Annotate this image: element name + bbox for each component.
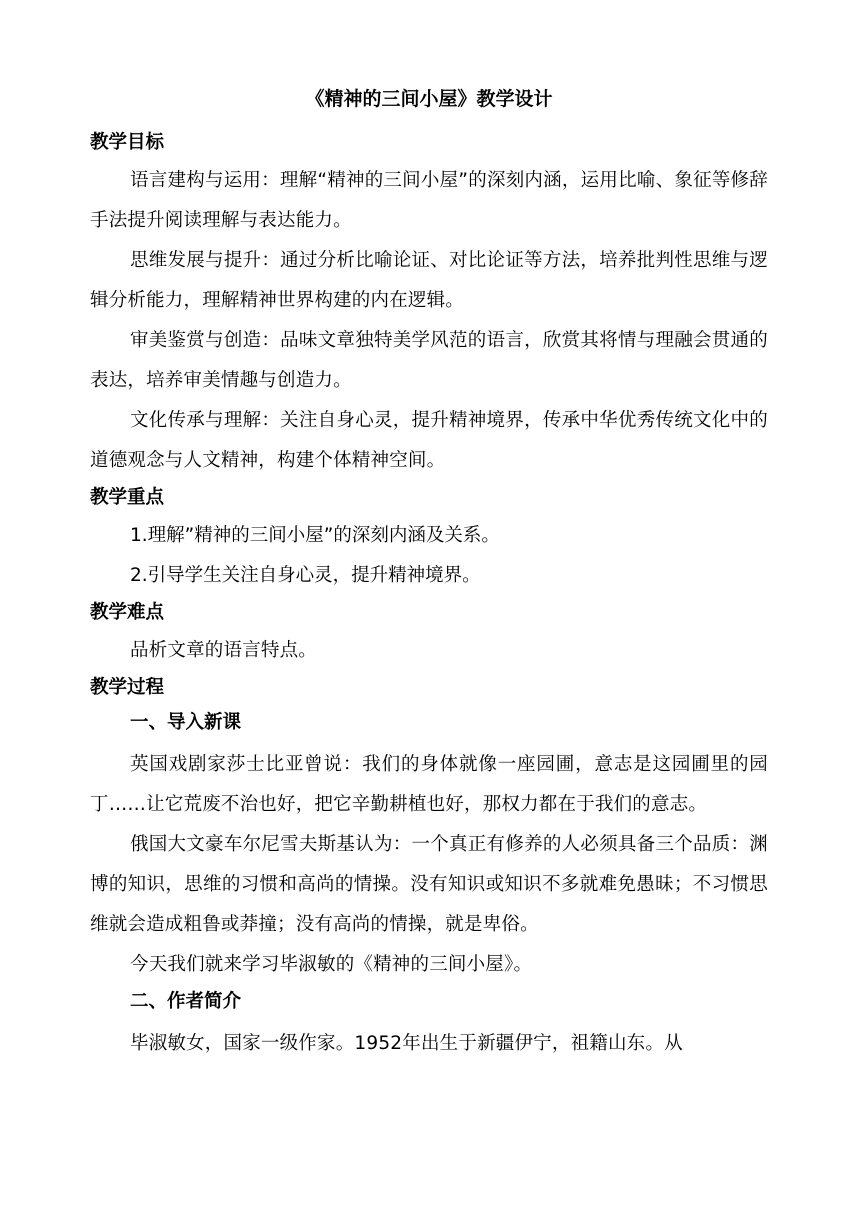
sub-heading-author: 二、作者简介 (130, 991, 242, 1012)
section-heading-difficulties: 教学难点 (90, 602, 165, 623)
difficulty-paragraph: 品析文章的语言特点。 (130, 640, 318, 661)
section-heading-key-points: 教学重点 (90, 487, 165, 508)
goal-paragraph-culture: 文化传承与理解：关注自身心灵，提升精神境界，传承中华优秀传统文化中的道德观念与人文精神，构建个体精神空间。 (90, 410, 768, 471)
goal-paragraph-language: 语言建构与运用：理解“精神的三间小屋”的深刻内涵，运用比喻、象征等修辞手法提升阅读理解与表达能力。 (90, 170, 768, 231)
section-heading-goals: 教学目标 (90, 132, 165, 153)
section-heading-process: 教学过程 (90, 677, 165, 698)
intro-paragraph-today: 今天我们就来学习毕淑敏的《精神的三间小屋》。 (130, 954, 533, 975)
sub-heading-introduction: 一、导入新课 (130, 712, 242, 733)
goal-paragraph-thinking: 思维发展与提升：通过分析比喻论证、对比论证等方法，培养批判性思维与逻辑分析能力，理解精神世界构建的内在逻辑。 (90, 250, 768, 311)
key-point-item-2: 2.引导学生关注自身心灵，提升精神境界。 (130, 565, 481, 586)
document-title: 《精神的三间小屋》教学设计 (305, 88, 553, 110)
intro-paragraph-shakespeare: 英国戏剧家莎士比亚曾说：我们的身体就像一座园圃，意志是这园圃里的园丁……让它荒废不治也好，把它辛勤耕植也好，那权力都在于我们的意志。 (90, 754, 768, 815)
intro-paragraph-chernyshevsky: 俄国大文豪车尔尼雪夫斯基认为：一个真正有修养的人必须具备三个品质：渊博的知识，思维的习惯和高尚的情操。没有知识或知识不多就难免愚昧；不习惯思维就会造成粗鲁或莽撞；没有高尚的情操，就是卑俗。 (90, 834, 768, 935)
goal-paragraph-aesthetics: 审美鉴赏与创造：品味文章独特美学风范的语言，欣赏其将情与理融会贯通的表达，培养审美情趣与创造力。 (90, 330, 768, 391)
key-point-item-1: 1.理解”精神的三间小屋”的深刻内涵及关系。 (130, 525, 500, 546)
author-paragraph: 毕淑敏女，国家一级作家。1952年出生于新疆伊宁，祖籍山东。从 (130, 1033, 683, 1054)
